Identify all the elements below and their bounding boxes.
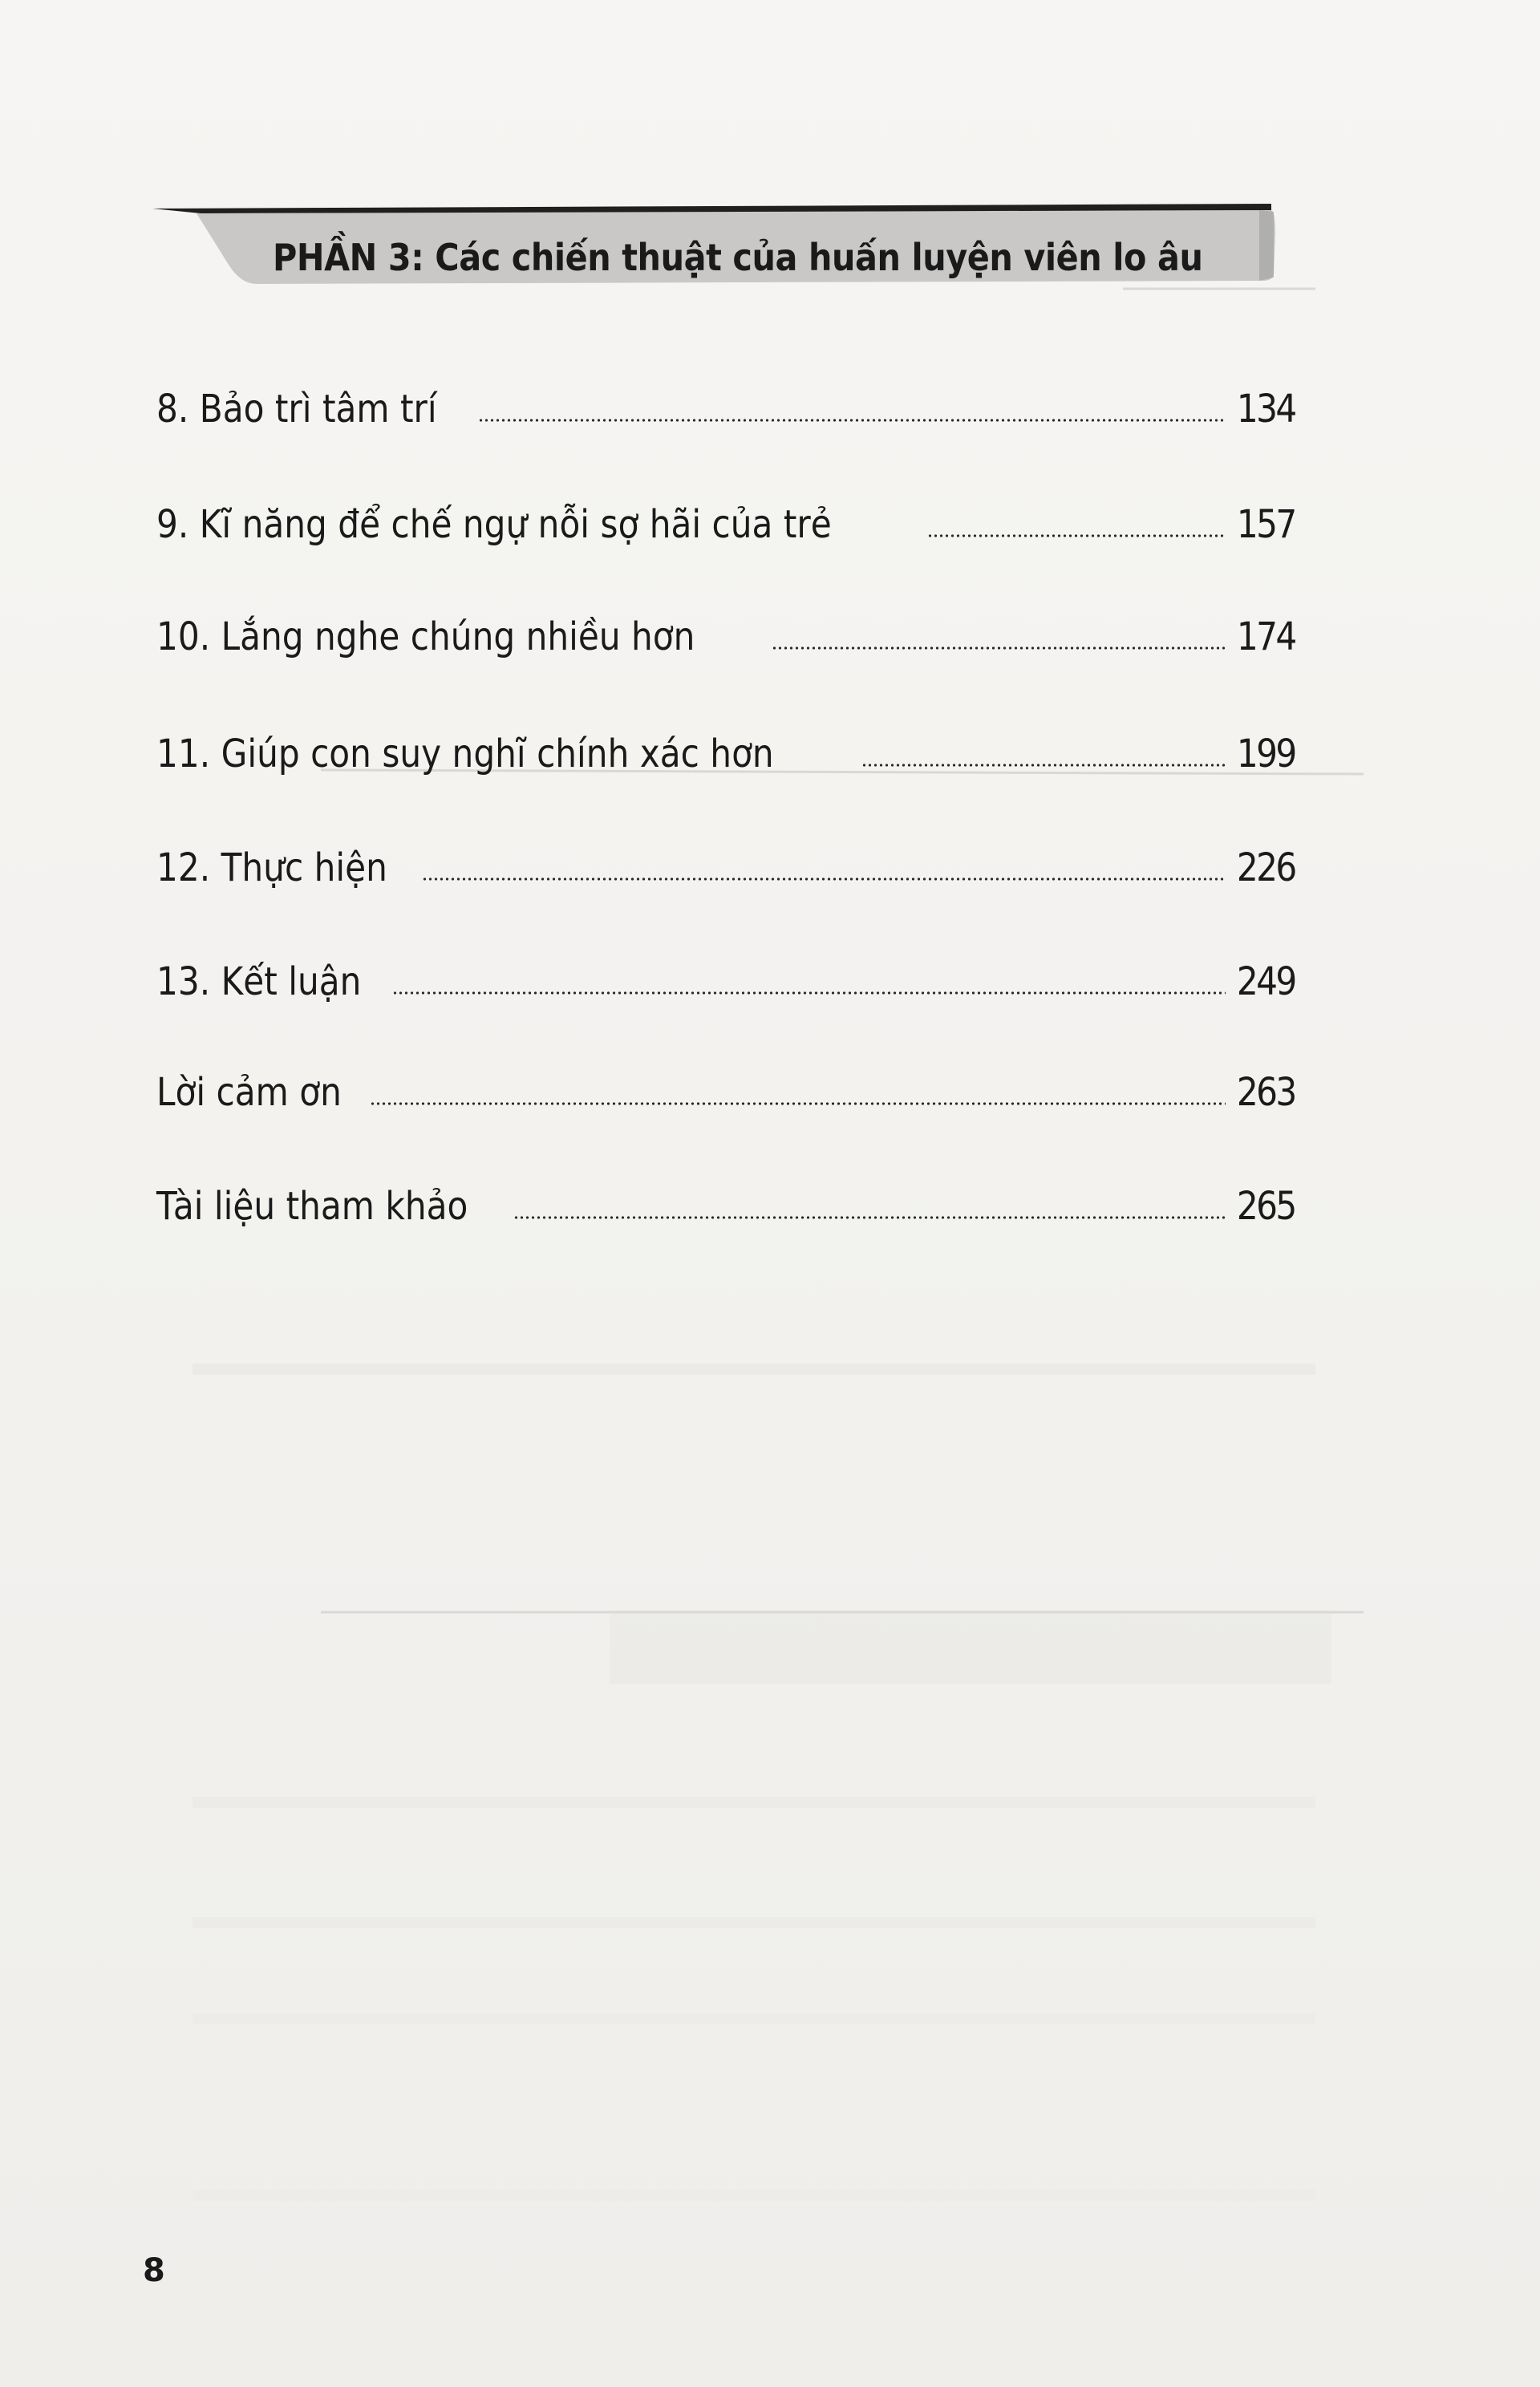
toc-entry-title: 9. Kĩ năng để chế ngự nỗi sợ hãi của trẻ: [156, 502, 832, 547]
toc-entry-title: 11. Giúp con suy nghĩ chính xác hơn: [156, 732, 774, 776]
toc-entry[interactable]: [156, 1173, 1295, 1229]
toc-entry[interactable]: [156, 948, 1295, 1004]
toc-entry-title: 8. Bảo trì tâm trí: [156, 387, 437, 432]
toc-entry-title: 13. Kết luận: [156, 959, 362, 1004]
dot-leader: [861, 764, 1226, 767]
toc-entry[interactable]: [156, 375, 1295, 432]
section-banner: [152, 201, 1275, 289]
toc-entry-page: 226: [1237, 845, 1295, 890]
toc-entry-page: 134: [1237, 387, 1295, 432]
toc-entry-title: 10. Lắng nghe chúng nhiều hơn: [156, 614, 695, 659]
dot-leader: [392, 991, 1226, 995]
toc-entry[interactable]: [156, 720, 1295, 776]
toc-entry-page: 199: [1237, 732, 1295, 776]
dot-leader: [772, 646, 1226, 650]
toc-entry-title: Tài liệu tham khảo: [156, 1184, 468, 1229]
toc-entry-title: 12. Thực hiện: [156, 845, 387, 890]
toc-entry-page: 249: [1237, 959, 1295, 1004]
dot-leader: [513, 1216, 1226, 1219]
toc-entry[interactable]: [156, 491, 1295, 547]
toc-entry-page: 263: [1237, 1070, 1295, 1115]
toc-entry-page: 174: [1237, 614, 1295, 659]
toc-entry-page: 265: [1237, 1184, 1295, 1229]
page-number: 8: [143, 2252, 165, 2289]
dot-leader: [422, 877, 1226, 881]
toc-entry-page: 157: [1237, 502, 1295, 547]
dot-leader: [478, 419, 1226, 422]
dot-leader: [927, 534, 1226, 537]
toc-entry[interactable]: [156, 1059, 1295, 1115]
dot-leader: [370, 1102, 1226, 1105]
section-title: PHẦN 3: Các chiến thuật của huấn luyện viên lo âu: [273, 236, 1203, 279]
toc-entry[interactable]: [156, 603, 1295, 659]
toc-entry-title: Lời cảm ơn: [156, 1070, 342, 1115]
toc-entry[interactable]: [156, 834, 1295, 890]
